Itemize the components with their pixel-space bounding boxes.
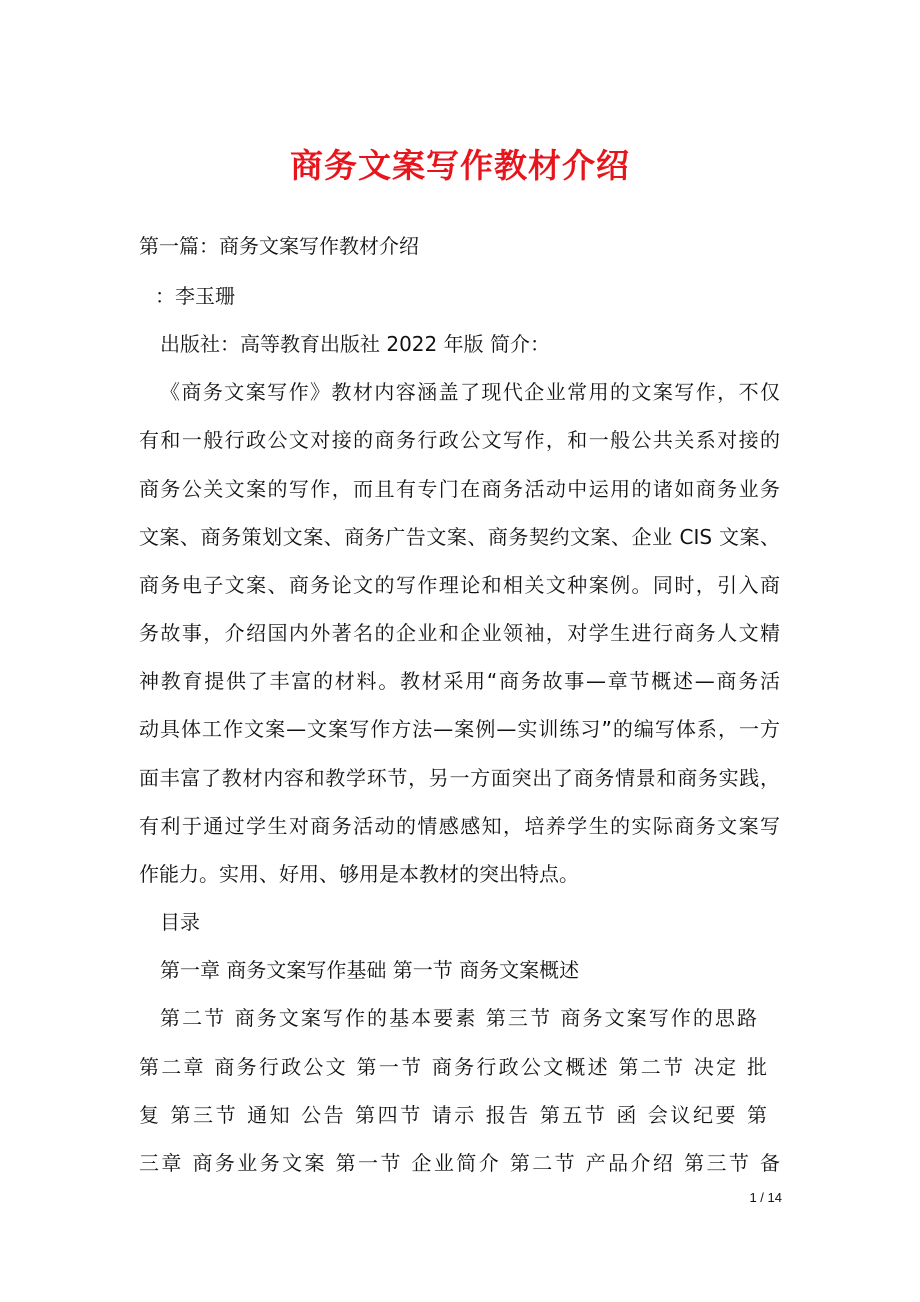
intro-line: 商务公关文案的写作，而且有专门在商务活动中运用的诸如商务业务 — [139, 477, 780, 501]
intro-line: 文案、商务策划文案、商务广告文案、商务契约文案、企业 CIS 文案、 — [139, 525, 780, 549]
toc-line: 三章 商务业务文案 第一节 企业简介 第二节 产品介绍 第三节 备 — [139, 1151, 780, 1175]
intro-line: 神教育提供了丰富的材料。教材采用“商务故事—章节概述—商务活 — [139, 669, 780, 693]
toc-line: 复 第三节 通知 公告 第四节 请示 报告 第五节 函 会议纪要 第 — [139, 1103, 767, 1127]
author-line: ：李玉珊 — [155, 284, 235, 308]
toc-line: 第二节 商务文案写作的基本要素 第三节 商务文案写作的思路 — [160, 1006, 757, 1030]
section-heading: 第一篇：商务文案写作教材介绍 — [139, 234, 419, 258]
intro-line: 务故事，介绍国内外著名的企业和企业领袖，对学生进行商务人文精 — [139, 621, 780, 645]
toc-line: 第二章 商务行政公文 第一节 商务行政公文概述 第二节 决定 批 — [139, 1055, 767, 1079]
publisher-line: 出版社：高等教育出版社 2022 年版 简介： — [160, 332, 550, 356]
toc-line: 第一章 商务文案写作基础 第一节 商务文案概述 — [160, 958, 580, 982]
intro-line: 面丰富了教材内容和教学环节，另一方面突出了商务情景和商务实践， — [139, 766, 780, 790]
page-number: 1 / 14 — [749, 1190, 782, 1205]
intro-line: 商务电子文案、商务论文的写作理论和相关文种案例。同时，引入商 — [139, 573, 780, 597]
document-title: 商务文案写作教材介绍 — [290, 146, 630, 185]
intro-line: 作能力。实用、好用、够用是本教材的突出特点。 — [139, 862, 579, 886]
intro-line: 动具体工作文案—文案写作方法—案例—实训练习”的编写体系，一方 — [139, 717, 780, 741]
intro-line: 有利于通过学生对商务活动的情感感知，培养学生的实际商务文案写 — [139, 814, 780, 838]
intro-line: 《商务文案写作》教材内容涵盖了现代企业常用的文案写作，不仅 — [160, 380, 780, 404]
intro-line: 有和一般行政公文对接的商务行政公文写作，和一般公共关系对接的 — [139, 428, 780, 452]
toc-heading: 目录 — [160, 910, 200, 934]
